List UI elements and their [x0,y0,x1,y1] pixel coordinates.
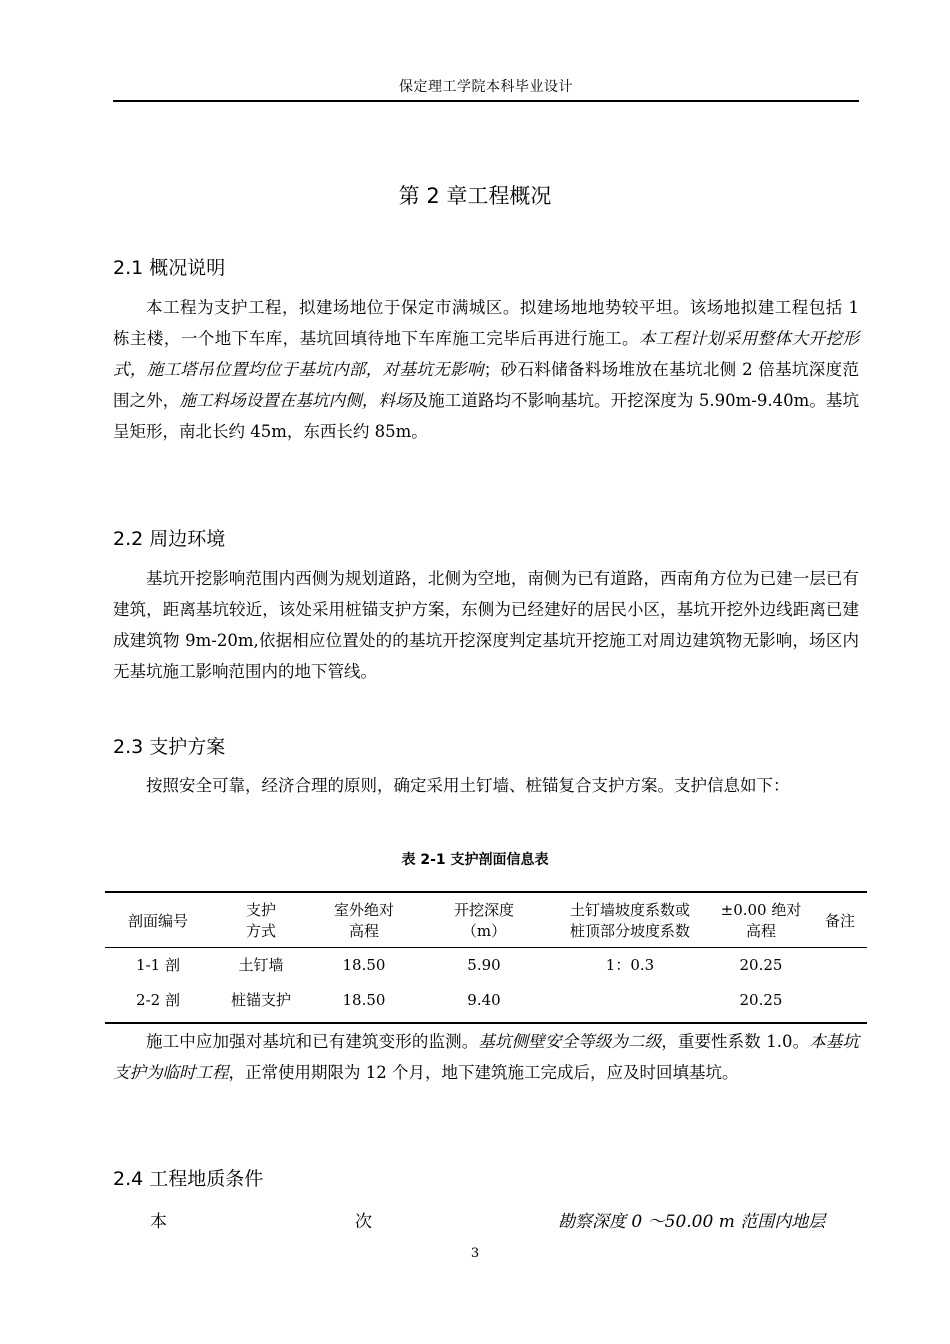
support-section-table [105,893,867,1017]
after-table-paragraph [113,1026,859,1088]
table-cell: 9.40 [467,990,501,1009]
text-run-italic: 基坑侧壁安全等级为二级 [478,1032,662,1051]
section-2-2-paragraph [113,563,859,687]
table-cell: 土钉墙 [238,956,284,974]
table-cell: 20.25 [739,955,783,974]
text-run-italic: 本基坑支护为临时工程 [113,1032,860,1082]
text-fragment: 次 [355,1212,372,1232]
section-heading-2-4: 2.4 工程地质条件 [113,1168,264,1190]
text-fragment: 本 [150,1212,167,1232]
section-heading-2-3: 2.3 支护方案 [113,736,226,758]
text-fragment: 勘察深度 0 ～50.00 m 范围内地层 [558,1212,826,1232]
header-cell: 开挖深度 （m） [453,901,514,940]
header-cell: ±0.00 绝对 高程 [720,901,802,940]
text-run-italic: 本工程计划采用整体大开挖形式，施工塔吊位置均位于基坑内部，对基坑无影响 [113,329,860,379]
table-cell [813,982,867,1017]
table-caption: 表 2-1 支护剖面信息表 [401,852,549,868]
table-row [105,947,867,982]
table-cell: 18.50 [342,955,386,974]
table-cell: 2-2 剖 [136,991,180,1009]
header-rule [113,100,859,102]
chapter-title: 第 2 章工程概况 [398,184,552,208]
section-heading-2-2: 2.2 周边环境 [113,528,226,550]
page-number: 3 [470,1246,480,1261]
table-cell: 1：0.3 [605,956,655,974]
table-cell [551,982,709,1017]
text-run: ；砂石料储备料场堆放在基坑北侧 2 倍基坑深度范围之外， [113,360,859,410]
table-cell: 1-1 剖 [136,956,180,974]
table-header-row [105,893,867,947]
header-cell: 支护 方式 [245,901,276,940]
table-cell: 18.50 [342,990,386,1009]
text-run: 本工程为支护工程，拟建场地位于保定市满城区。拟建场地地势较平坦。该场地拟建工程包括 1 栋主楼，一个地下车库，基坑回填待地下车库施工完毕后再进行施工。 [113,298,859,348]
header-cell: 剖面编号 [127,911,188,930]
section-2-1-paragraph [113,292,859,447]
text-run: ，正常使用期限为 12 个月，地下建筑施工完成后，应及时回填基坑。 [228,1063,739,1082]
header-cell: 土钉墙坡度系数或 桩顶部分坡度系数 [569,901,690,940]
section-heading-2-1: 2.1 概况说明 [113,257,226,279]
header-cell: 室外绝对 高程 [333,901,394,940]
page-header: 保定理工学院本科毕业设计 [399,79,573,95]
text-run: 施工中应加强对基坑和已有建筑变形的监测。 [146,1032,479,1051]
text-run-italic: 施工料场设置在基坑内侧，料场 [179,391,412,410]
header-cell: 备注 [824,911,855,930]
table-row [105,982,867,1017]
table-cell: 20.25 [739,990,783,1009]
section-2-3-paragraph [113,770,859,801]
text-run: ，重要性系数 1.0。 [661,1032,810,1051]
text-run: 及施工道路均不影响基坑。开挖深度为 5.90m-9.40m。基坑呈矩形，南北长约 45m，东西长约 85m。 [113,391,860,441]
text-run: 基坑开挖影响范围内西侧为规划道路，北侧为空地，南侧为已有道路，西南角方位为已建一层已有建筑，距离基坑较近，该处采用桩锚支护方案，东侧为已经建好的居民小区，基坑开挖外边线距离已建成建筑物 9m-20m,依据相应位置处的的基坑开挖深度判定基坑开挖施工对周边建筑物无影响，场区内无基坑施工影响范围内的地下管线。 [113,569,859,681]
table-cell: 桩锚支护 [230,991,291,1009]
table-cell [813,947,867,982]
table-bottom-rule [105,1022,867,1024]
text-run: 按照安全可靠，经济合理的原则，确定采用土钉墙、桩锚复合支护方案。支护信息如下： [146,776,790,795]
table-cell: 5.90 [467,955,501,974]
